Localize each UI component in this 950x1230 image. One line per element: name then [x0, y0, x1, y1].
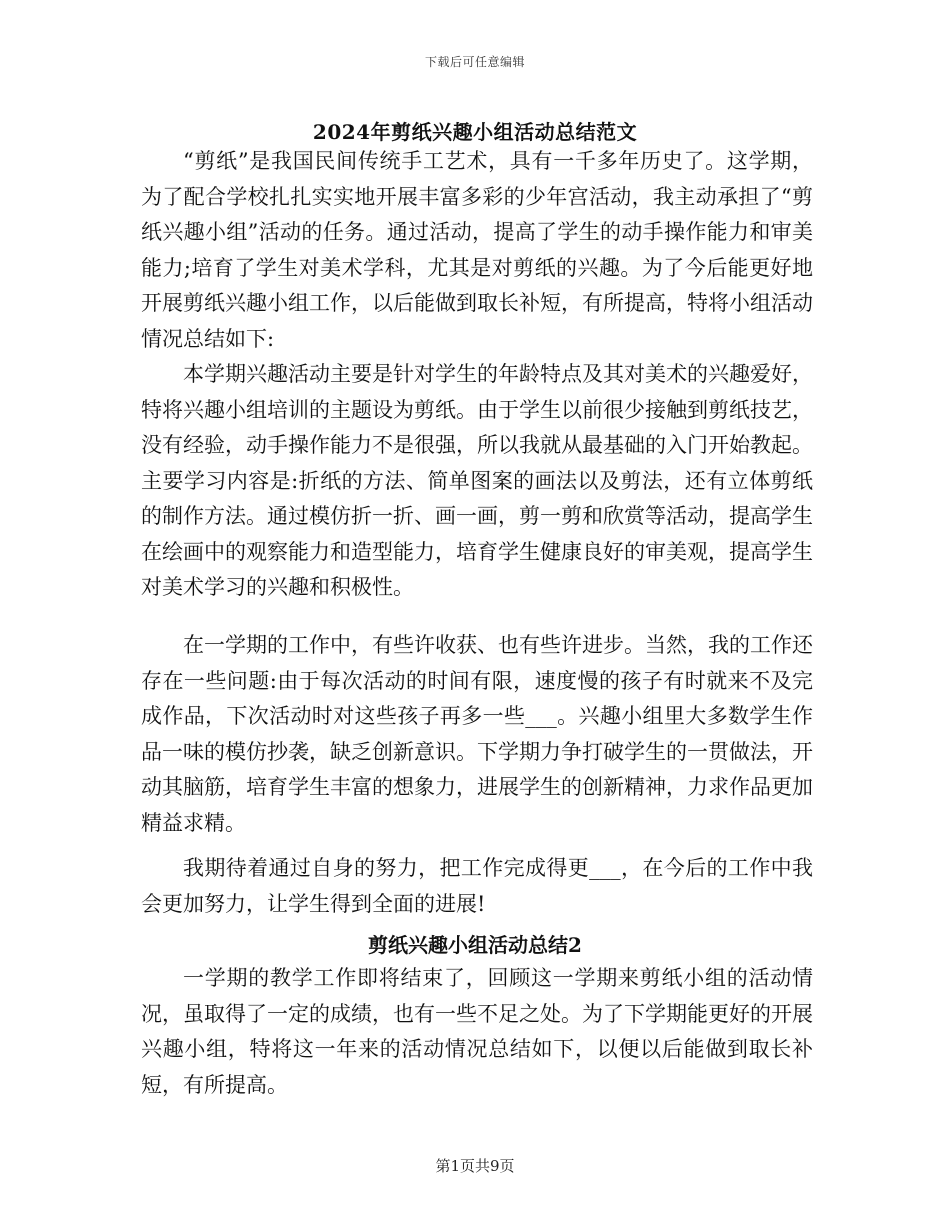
- paragraph-4: 我期待着通过自身的努力，把工作完成得更___，在今后的工作中我会更加努力，让学生得到全面的进展!: [141, 856, 813, 916]
- paragraph-3: 在一学期的工作中，有些许收获、也有些许进步。当然，我的工作还存在一些问题:由于每次活动的时间有限，速度慢的孩子有时就来不及完成作品，下次活动时对这些孩子再多一些___。兴趣小组里大多数学生作品一味的模仿抄袭，缺乏创新意识。下学期力争打破学生的一贯做法，开动其脑筋，培育学生丰富的想象力，进展学生的创新精神，力求作品更加精益求精。: [141, 633, 813, 835]
- paragraph-2: 本学期兴趣活动主要是针对学生的年龄特点及其对美术的兴趣爱好，特将兴趣小组培训的主题设为剪纸。由于学生以前很少接触到剪纸技艺，没有经验，动手操作能力不是很强，所以我就从最基础的入门开始教起。主要学习内容是:折纸的方法、简单图案的画法以及剪法，还有立体剪纸的制作方法。通过模仿折一折、画一画，剪一剪和欣赏等活动，提高学生在绘画中的观察能力和造型能力，培育学生健康良好的审美观，提高学生对美术学习的兴趣和积极性。: [141, 362, 813, 599]
- section-2-paragraph-1: 一学期的教学工作即将结束了，回顾这一学期来剪纸小组的活动情况，虽取得了一定的成绩，也有一些不足之处。为了下学期能更好的开展兴趣小组，特将这一年来的活动情况总结如下，以便以后能做到取长补短，有所提高。: [141, 966, 813, 1097]
- page-header-note: 下载后可任意编辑: [424, 55, 525, 69]
- page-number: 第1页共9页: [435, 1157, 515, 1175]
- document-title: 2024年剪纸兴趣小组活动总结范文: [312, 120, 638, 144]
- paragraph-1: “剪纸”是我国民间传统手工艺术，具有一千多年历史了。这学期，为了配合学校扎扎实实地开展丰富多彩的少年宫活动，我主动承担了“剪纸兴趣小组”活动的任务。通过活动，提高了学生的动手操作能力和审美能力;培育了学生对美术学科，尤其是对剪纸的兴趣。为了今后能更好地开展剪纸兴趣小组工作，以后能做到取长补短，有所提高，特将小组活动情况总结如下:: [141, 149, 813, 351]
- section-2-title: 剪纸兴趣小组活动总结2: [368, 933, 582, 957]
